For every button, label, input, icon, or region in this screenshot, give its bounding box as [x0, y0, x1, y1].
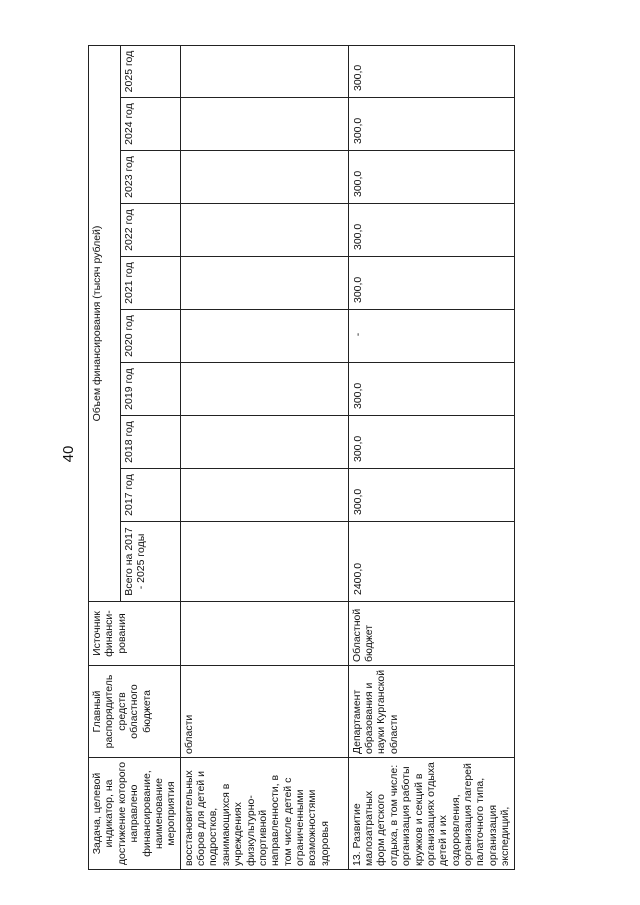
cell-year-value: 300,0 [348, 257, 514, 310]
cell-year-value: 300,0 [348, 363, 514, 416]
funding-table [88, 45, 515, 870]
cell-year-value [180, 257, 348, 310]
cell-year-value [180, 46, 348, 98]
header-funding-group: Объем финансирования (тысяч рублей) [89, 46, 121, 602]
table-row [348, 46, 514, 870]
cell-administrator: Департамент образования и науки Курганской области [348, 666, 514, 758]
cell-total: 2400,0 [348, 522, 514, 602]
header-year: 2023 год [120, 151, 180, 204]
header-row-top [89, 46, 121, 870]
header-year: 2018 год [120, 416, 180, 469]
cell-year-value [180, 204, 348, 257]
cell-total [180, 522, 348, 602]
cell-year-value: 300,0 [348, 416, 514, 469]
header-year: 2022 год [120, 204, 180, 257]
cell-source [180, 602, 348, 666]
rotated-table-container [88, 46, 512, 870]
header-source: Источник финанси-рования [89, 602, 181, 666]
cell-year-value: 300,0 [348, 204, 514, 257]
header-year: 2017 год [120, 469, 180, 522]
header-total: Всего на 2017 - 2025 годы [120, 522, 180, 602]
cell-year-value: 300,0 [348, 469, 514, 522]
cell-year-value: 300,0 [348, 98, 514, 151]
cell-year-value: 300,0 [348, 46, 514, 98]
header-year: 2024 год [120, 98, 180, 151]
cell-task: восстановительных сборов для детей и подростков, занимающихся в учреждениях физкультурно-спортивной направленности, в том числе детей с ограниченными возможностями здоровья [180, 758, 348, 870]
header-year: 2025 год [120, 46, 180, 98]
header-task: Задача, целевой индикатор, на достижение которого направлено финансирование, наименование мероприятия [89, 758, 181, 870]
cell-year-value [180, 310, 348, 363]
header-year: 2020 год [120, 310, 180, 363]
table-row [180, 46, 348, 870]
cell-year-value [180, 416, 348, 469]
header-year: 2019 год [120, 363, 180, 416]
cell-task: 13. Развитие малозатратных форм детского отдыха, в том числе: организация работы кружков и секций в организациях отдыха детей и их оздоровления, организация лагерей палаточного типа, организация экспедиций, [348, 758, 514, 870]
header-administrator: Главный распорядитель средств областного бюджета [89, 666, 181, 758]
cell-administrator: области [180, 666, 348, 758]
cell-year-value [180, 98, 348, 151]
cell-year-value [180, 469, 348, 522]
cell-year-value: 300,0 [348, 151, 514, 204]
cell-source: Областной бюджет [348, 602, 514, 666]
cell-year-value: - [348, 310, 514, 363]
page-number: 40 [60, 445, 77, 463]
cell-year-value [180, 363, 348, 416]
header-year: 2021 год [120, 257, 180, 310]
cell-year-value [180, 151, 348, 204]
